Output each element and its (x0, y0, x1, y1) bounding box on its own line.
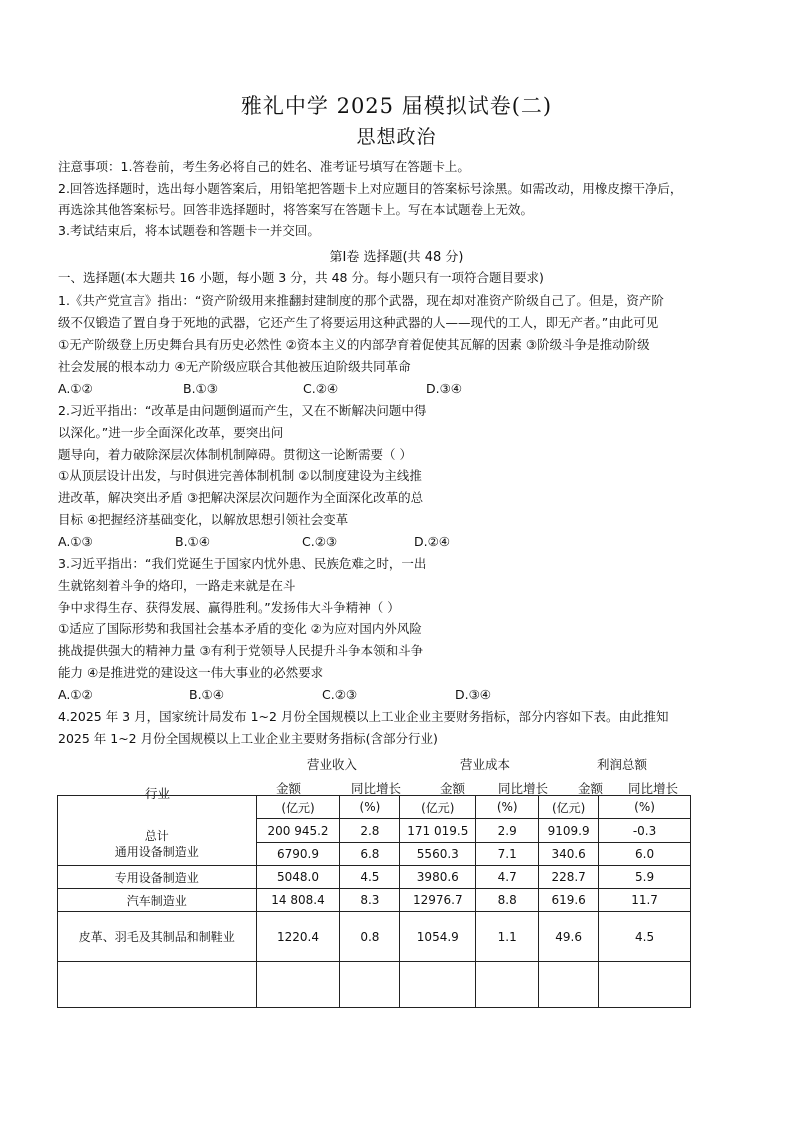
table-cell: 5048.0 (256, 866, 340, 889)
table-cell: 1220.4 (256, 912, 340, 962)
sub-header: 金额 (440, 781, 466, 796)
table-row-empty (58, 962, 691, 1008)
table-cell: 340.6 (539, 843, 599, 866)
table-cell: 8.3 (340, 889, 400, 912)
question-1-line: ①无产阶级登上历史舞台具有历史必然性 ②资本主义的内部孕育着促使其瓦解的因素 ③阶级斗争是推动阶级 (58, 337, 650, 352)
question-3-line: 生就铭刻着斗争的烙印，一路走来就是在斗 (58, 578, 296, 593)
table-cell: 9109.9 (539, 819, 599, 843)
sub-header: 同比增长 (498, 781, 549, 796)
table-cell (400, 962, 476, 1008)
table-cell: 49.6 (539, 912, 599, 962)
group-header-cost: 营业成本 (460, 757, 511, 772)
table-cell: 7.1 (476, 843, 539, 866)
group-header-revenue: 营业收入 (307, 757, 358, 772)
table-cell: 4.5 (340, 866, 400, 889)
question-3-line: 3.习近平指出：“我们党诞生于国家内忧外患、民族危难之时，一出 (58, 556, 427, 571)
exam-title: 雅礼中学 2025 届模拟试卷(二) (240, 94, 553, 118)
q2-option-b: B.①④ (175, 534, 210, 549)
table-row (58, 912, 691, 962)
subject-title: 思想政治 (356, 126, 437, 148)
question-2-line: 2.习近平指出：“改革是由问题倒逼而产生，又在不断解决问题中得 (58, 403, 427, 418)
question-1-line: 社会发展的根本动力 ④无产阶级应联合其他被压迫阶级共同革命 (58, 359, 411, 374)
q2-option-d: D.②④ (414, 534, 451, 549)
table-cell: 619.6 (539, 889, 599, 912)
q3-option-c: C.②③ (322, 687, 358, 702)
table-unit-row (58, 796, 691, 819)
question-3-line: 挑战提供强大的精神力量 ③有利于党领导人民提升斗争本领和斗争 (58, 643, 424, 658)
table-cell: 2.9 (476, 819, 539, 843)
table-row (58, 843, 691, 866)
table-caption: 2025 年 1~2 月份全国规模以上工业企业主要财务指标(含部分行业) (58, 731, 438, 746)
q2-option-a: A.①③ (58, 534, 93, 549)
table-cell (599, 962, 691, 1008)
row-label: 汽车制造业 (58, 889, 257, 912)
note-line: 3.考试结束后，将本试题卷和答题卡一并交回。 (58, 223, 320, 238)
row-label-total: 总计 (144, 829, 169, 844)
table-cell: 14 808.4 (256, 889, 340, 912)
table-cell: 228.7 (539, 866, 599, 889)
table-cell: 4.7 (476, 866, 539, 889)
note-line: 2.回答选择题时，选出每小题答案后，用铅笔把答题卡上对应题目的答案标号涂黑。如需改动，用橡皮擦干净后， (58, 181, 683, 196)
question-2-line: 进改革，解决突出矛盾 ③把解决深层次问题作为全面深化改革的总 (58, 490, 424, 505)
industry-header: 行业 (145, 786, 171, 801)
table-cell: 2.8 (340, 819, 400, 843)
table-cell: (亿元) (400, 796, 476, 819)
table-cell: (%) (476, 796, 539, 819)
note-line: 注意事项：1.答卷前，考生务必将自己的姓名、准考证号填写在答题卡上。 (58, 159, 470, 174)
row-label: 皮革、羽毛及其制品和制鞋业 (58, 912, 257, 962)
table-cell: -0.3 (599, 819, 691, 843)
table-cell: 8.8 (476, 889, 539, 912)
sub-header: 同比增长 (628, 781, 679, 796)
row-label: 通用设备制造业 (114, 845, 199, 860)
table-cell: 11.7 (599, 889, 691, 912)
table-row (58, 866, 691, 889)
q3-option-b: B.①④ (189, 687, 224, 702)
table-cell: 5.9 (599, 866, 691, 889)
section-title: 第Ⅰ卷 选择题(共 48 分) (329, 250, 464, 265)
table-cell: 1054.9 (400, 912, 476, 962)
q3-option-d: D.③④ (455, 687, 492, 702)
table-cell (58, 962, 257, 1008)
q2-option-c: C.②③ (302, 534, 338, 549)
table-cell: 4.5 (599, 912, 691, 962)
table-cell: 6790.9 (256, 843, 340, 866)
table-cell: 200 945.2 (256, 819, 340, 843)
table-cell (256, 962, 340, 1008)
question-4-line: 4.2025 年 3 月，国家统计局发布 1~2 月份全国规模以上工业企业主要财务指标，部分内容如下表。由此推知 (58, 709, 669, 724)
table-row (58, 889, 691, 912)
table-cell: (亿元) (256, 796, 340, 819)
row-label: 专用设备制造业 (58, 866, 257, 889)
financial-table (57, 795, 691, 1008)
question-2-line: 题导向，着力破除深层次体制机制障碍。贯彻这一论断需要（ ） (58, 447, 412, 462)
q1-option-d: D.③④ (426, 381, 463, 396)
q3-option-a: A.①② (58, 687, 93, 702)
table-cell: (%) (340, 796, 400, 819)
table-cell: (亿元) (539, 796, 599, 819)
question-1-line: 1.《共产党宣言》指出：“资产阶级用来推翻封建制度的那个武器，现在却对准资产阶级自己了。但是，资产阶 (58, 293, 664, 308)
question-2-line: 目标 ④把握经济基础变化，以解放思想引领社会变革 (58, 512, 349, 527)
table-cell: 6.8 (340, 843, 400, 866)
table-cell (539, 962, 599, 1008)
table-cell: 6.0 (599, 843, 691, 866)
table-cell (340, 962, 400, 1008)
sub-header: 金额 (276, 781, 302, 796)
question-2-line: ①从顶层设计出发，与时俱进完善体制机制 ②以制度建设为主线推 (58, 468, 422, 483)
sub-header: 金额 (578, 781, 604, 796)
table-cell (58, 829, 257, 866)
note-line: 再选涂其他答案标号。回答非选择题时，将答案写在答题卡上。写在本试题卷上无效。 (58, 202, 534, 217)
table-cell: 0.8 (340, 912, 400, 962)
table-cell: 171 019.5 (400, 819, 476, 843)
group-header-profit: 利润总额 (597, 757, 648, 772)
table-cell: 3980.6 (400, 866, 476, 889)
q1-option-b: B.①③ (183, 381, 218, 396)
table-cell: 5560.3 (400, 843, 476, 866)
table-cell (476, 962, 539, 1008)
table-cell: (%) (599, 796, 691, 819)
table-cell: 12976.7 (400, 889, 476, 912)
question-2-line: 以深化。”进一步全面深化改革，要突出问 (58, 425, 284, 440)
sub-header: 同比增长 (351, 781, 402, 796)
table-cell: 1.1 (476, 912, 539, 962)
question-3-line: 争中求得生存、获得发展、赢得胜利。”发扬伟大斗争精神（ ） (58, 600, 400, 615)
question-3-line: 能力 ④是推进党的建设这一伟大事业的必然要求 (58, 665, 324, 680)
section-intro: 一、选择题(本大题共 16 小题，每小题 3 分，共 48 分。每小题只有一项符合题目要求) (58, 270, 544, 285)
q1-option-a: A.①② (58, 381, 93, 396)
q1-option-c: C.②④ (303, 381, 339, 396)
question-3-line: ①适应了国际形势和我国社会基本矛盾的变化 ②为应对国内外风险 (58, 621, 422, 636)
question-1-line: 级不仅锻造了置自身于死地的武器，它还产生了将要运用这种武器的人——现代的工人，即无产者。”由此可见 (58, 315, 659, 330)
